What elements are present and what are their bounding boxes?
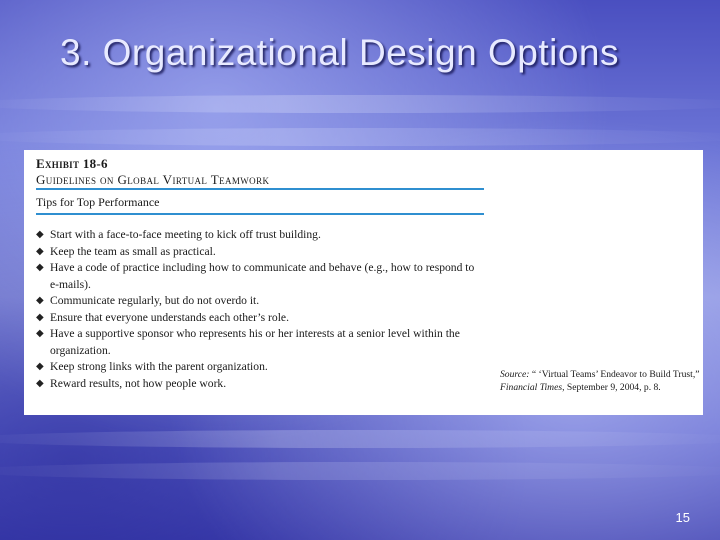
page-number: 15	[675, 510, 690, 525]
bullet-icon: ◆	[36, 245, 44, 257]
source-text-part2: September 9, 2004, p. 8.	[564, 382, 661, 393]
source-publication: Financial Times,	[500, 382, 565, 393]
bullet-icon: ◆	[36, 229, 44, 240]
exhibit-heading: Guidelines on Global Virtual Teamwork	[36, 172, 270, 187]
bullet-icon: ◆	[36, 295, 44, 306]
exhibit-box	[24, 150, 703, 415]
heading-rule	[36, 188, 484, 190]
slide-title: 3. Organizational Design Options	[60, 32, 619, 73]
background-streak	[0, 128, 720, 146]
subheading-rule	[36, 213, 484, 215]
list-item: ◆ Have a code of practice including how to communicate and behave (e.g., how to respond to e-mails).	[36, 261, 475, 291]
exhibit-subheading: Tips for Top Performance	[36, 195, 160, 209]
background-streak	[0, 430, 720, 448]
bullet-icon: ◆	[36, 262, 44, 273]
list-item: ◆ Keep strong links with the parent organization.	[36, 359, 486, 376]
tips-list	[36, 227, 486, 392]
list-item: ◆ Ensure that everyone understands each other’s role.	[36, 310, 486, 327]
list-item: ◆ Reward results, not how people work.	[36, 376, 486, 393]
background-streak	[0, 95, 720, 113]
bullet-icon: ◆	[36, 361, 44, 372]
source-citation	[500, 368, 700, 394]
list-item: ◆ Have a supportive sponsor who represents his or her interests at a senior level within the organization.	[36, 327, 460, 357]
bullet-icon: ◆	[36, 328, 44, 339]
background-streak	[0, 462, 720, 480]
list-item: ◆ Communicate regularly, but do not overdo it.	[36, 293, 486, 310]
source-text-part1: “ ‘Virtual Teams’ Endeavor to Build Trust,”	[529, 369, 700, 380]
list-item: ◆ Start with a face-to-face meeting to kick off trust building.	[36, 227, 486, 244]
bullet-icon: ◆	[36, 311, 44, 323]
list-item: ◆ Keep the team as small as practical.	[36, 244, 486, 261]
source-label: Source:	[500, 369, 530, 380]
bullet-icon: ◆	[36, 377, 44, 389]
exhibit-number: Exhibit 18-6	[36, 156, 108, 171]
